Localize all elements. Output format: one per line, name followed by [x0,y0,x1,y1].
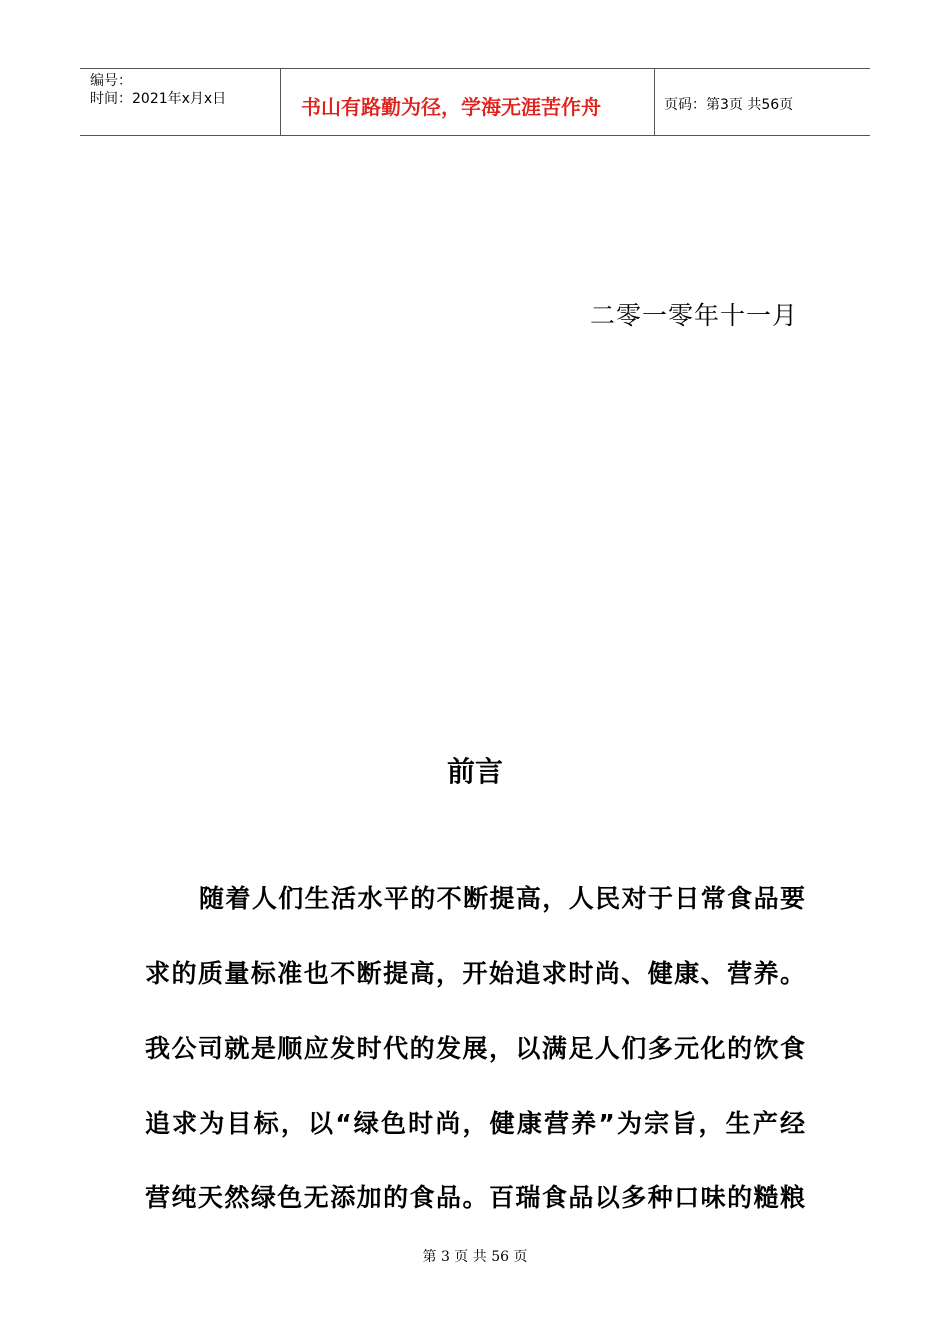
section-heading: 前言 [446,755,503,788]
time-label: 时间：2021年x月x日 [90,91,227,107]
paragraph-line: 追求为目标，以“绿色时尚，健康营养”为宗旨，生产经 [145,1109,805,1138]
header-meta-cell [80,69,281,135]
header-page-cell [655,69,870,135]
document-date: 二零一零年十一月 [590,301,799,330]
header-motto: 书山有路勤为径，学海无涯苦作舟 [301,95,601,119]
page-header [80,68,870,136]
paragraph-line: 我公司就是顺应发时代的发展，以满足人们多元化的饮食 [145,1034,805,1063]
paragraph-line: 随着人们生活水平的不断提高，人民对于日常食品要 [199,884,805,913]
page-footer: 第 3 页 共 56 页 [422,1249,528,1265]
paragraph-line: 营纯天然绿色无添加的食品。百瑞食品以多种口味的糙粮 [145,1183,805,1212]
header-page-info: 页码：第3页 共56页 [664,97,794,113]
paragraph-line: 求的质量标准也不断提高，开始追求时尚、健康、营养。 [145,959,805,988]
header-motto-cell [281,69,655,135]
serial-number-label: 编号： [90,73,132,89]
